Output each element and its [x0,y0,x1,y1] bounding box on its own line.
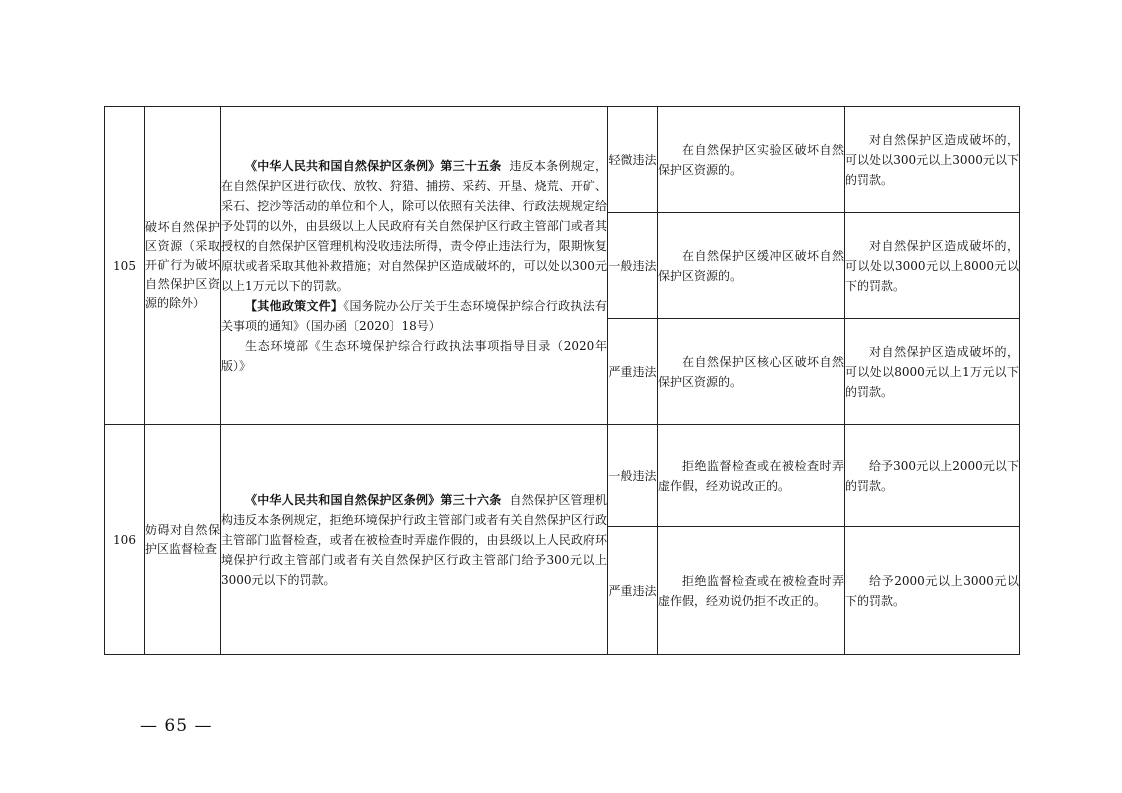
other-policy-heading: 【其他政策文件】 [245,298,344,313]
penalty-text: 给予2000元以上3000元以下的罚款。 [845,573,1019,608]
penalty-amount [845,319,1020,425]
violation-level: 严重违法 [608,319,658,425]
law-title: 《中华人民共和国自然保护区条例》第三十五条 [245,158,502,173]
penalty-amount [845,527,1020,655]
standard-text: 拒绝监督检查或在被检查时弄虚作假，经劝说改正的。 [658,458,844,493]
item-number: 106 [105,425,145,655]
item-number: 105 [105,107,145,425]
legal-basis [221,107,608,425]
other-policy-paragraph [221,296,607,336]
standard-text: 在自然保护区核心区破坏自然保护区资源的。 [658,354,844,389]
discretion-standard [658,107,845,213]
penalty-amount [845,107,1020,213]
law-text: 自然保护区管理机构违反本条例规定，拒绝环境保护行政主管部门或者有关自然保护区行政主管部门监督检查，或者在被检查时弄虚作假的，由县级以上人民政府环境保护行政主管部门或者有关自然保护区行政主管部门给予300元以上3000元以下的罚款。 [221,492,607,587]
table-row [105,425,1020,527]
violation-level: 一般违法 [608,213,658,319]
standard-text: 拒绝监督检查或在被检查时弄虚作假，经劝说仍拒不改正的。 [658,573,844,608]
law-paragraph [221,156,607,296]
penalty-amount [845,213,1020,319]
penalty-text: 对自然保护区造成破坏的，可以处以3000元以上8000元以下的罚款。 [845,238,1019,293]
table-row [105,107,1020,213]
other-policy-text-2: 生态环境部《生态环境保护综合行政执法事项指导目录（2020年版）》 [221,338,607,373]
penalty-amount [845,425,1020,527]
violation-level: 轻微违法 [608,107,658,213]
discretion-standard [658,425,845,527]
penalty-text: 对自然保护区造成破坏的，可以处以8000元以上1万元以下的罚款。 [845,344,1019,399]
discretion-standard [658,527,845,655]
penalty-table [104,106,1020,655]
standard-text: 在自然保护区实验区破坏自然保护区资源的。 [658,142,844,177]
penalty-text: 对自然保护区造成破坏的，可以处以300元以上3000元以下的罚款。 [845,132,1019,187]
discretion-standard [658,213,845,319]
discretion-standard [658,319,845,425]
penalty-text: 给予300元以上2000元以下的罚款。 [845,458,1019,493]
other-policy-paragraph-2 [221,336,607,376]
violation-item: 妨碍对自然保护区监督检查 [145,425,221,655]
law-title: 《中华人民共和国自然保护区条例》第三十六条 [245,492,502,507]
legal-basis [221,425,608,655]
violation-level: 一般违法 [608,425,658,527]
page-number: — 65 — [140,716,213,736]
law-text: 违反本条例规定，在自然保护区进行砍伐、放牧、狩猎、捕捞、采药、开垦、烧荒、开矿、采石、挖沙等活动的单位和个人，除可以依照有关法律、行政法规规定给予处罚的以外，由县级以上人民政府有关自然保护区行政主管部门或者其授权的自然保护区管理机构没收违法所得，责令停止违法行为，限期恢复原状或者采取其他补救措施；对自然保护区造成破坏的，可以处以300元以上1万元以下的罚款。 [221,158,607,293]
standard-text: 在自然保护区缓冲区破坏自然保护区资源的。 [658,248,844,283]
violation-level: 严重违法 [608,527,658,655]
violation-item: 破坏自然保护区资源（采取开矿行为破坏自然保护区资源的除外） [145,107,221,425]
law-paragraph [221,490,607,590]
other-policy-text: 《国务院办公厅关于生态环境保护综合行政执法有关事项的通知》（国办函〔2020〕18号） [221,298,607,333]
